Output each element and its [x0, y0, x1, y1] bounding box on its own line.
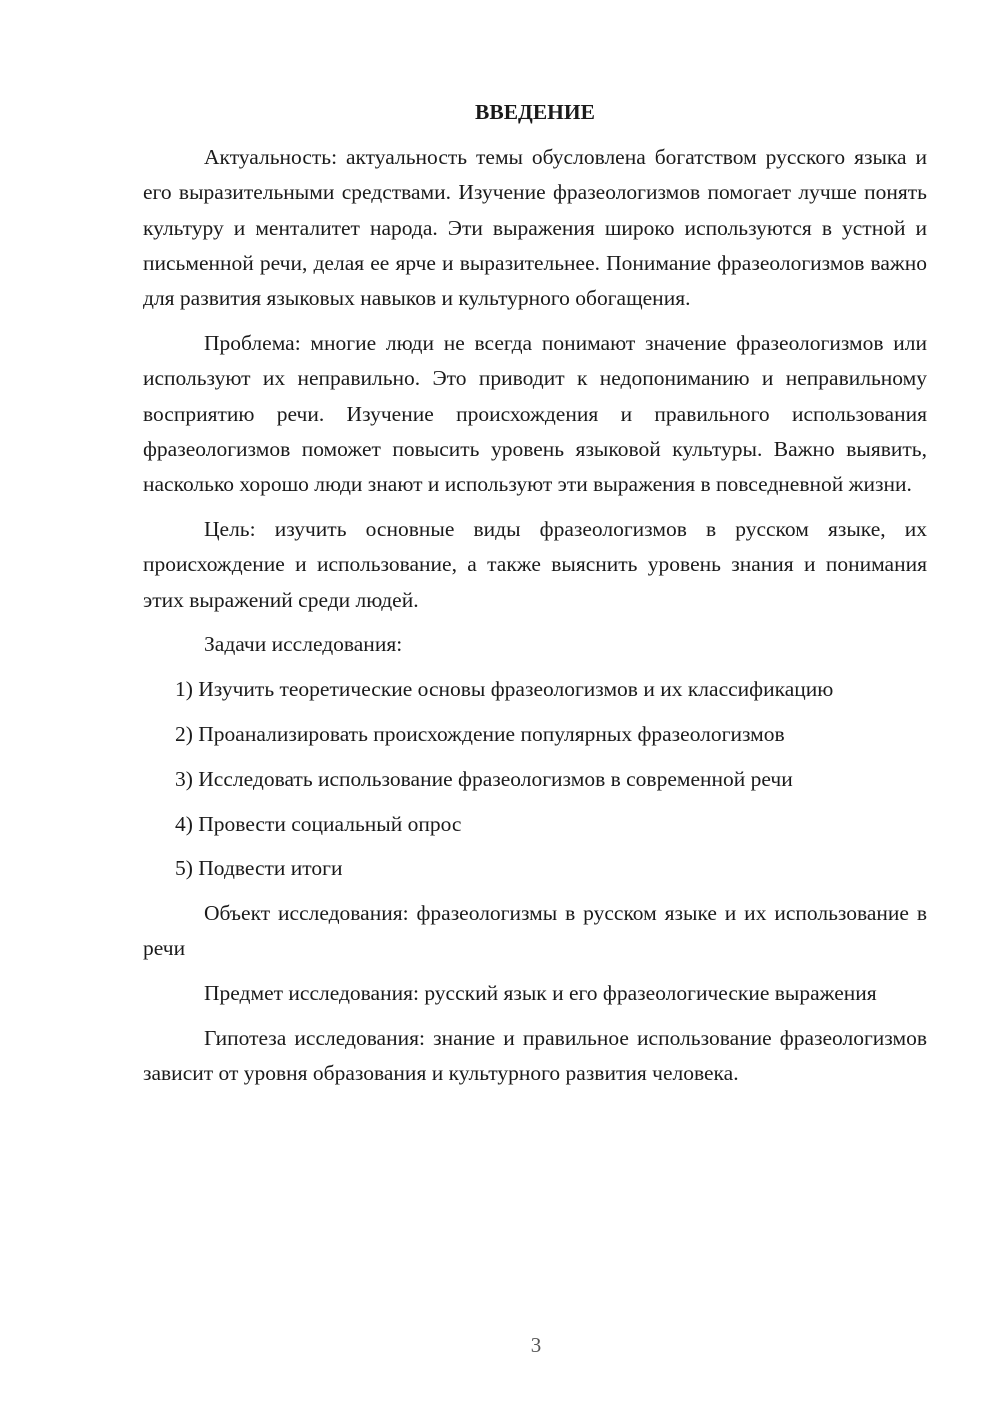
page-content — [143, 94, 927, 1101]
task-item: 4) Провести социальный опрос — [175, 811, 462, 836]
paragraph-actuality: Актуальность: актуальность темы обусловлена богатством русского языка и его выразительными средствами. Изучение фразеологизмов помогает лучше понять культуру и менталитет народа. Эти выражения широко используются в устной и письменной речи, делая ее ярче и выразительнее. Понимание фразеологизмов важно для развития языковых навыков и культурного обогащения. — [143, 145, 927, 311]
tasks-heading: Задачи исследования: — [204, 632, 403, 657]
paragraph-problem: Проблема: многие люди не всегда понимают значение фразеологизмов или используют их неправильно. Это приводит к недопониманию и неправильному восприятию речи. Изучение происхождения и правильного использования фразеологизмов поможет повысить уровень языковой культуры. Важно выявить, насколько хорошо люди знают и используют эти выражения в повседневной жизни. — [143, 330, 927, 497]
paragraph-hypothesis: Гипотеза исследования: знание и правильное использование фразеологизмов зависит от уровня образования и культурного развития человека. — [143, 1026, 927, 1086]
task-item: 3) Исследовать использование фразеологизмов в современной речи — [175, 766, 793, 791]
paragraph-subject: Предмет исследования: русский язык и его фразеологические выражения — [204, 981, 877, 1006]
page-number: 3 — [530, 1333, 542, 1357]
task-item: 5) Подвести итоги — [175, 856, 343, 881]
task-item: 1) Изучить теоретические основы фразеологизмов и их классификацию — [175, 677, 834, 702]
paragraph-goal: Цель: изучить основные виды фразеологизмов в русском языке, их происхождение и использование, а также выяснить уровень знания и понимания этих выражений среди людей. — [143, 516, 927, 612]
page-title: ВВЕДЕНИЕ — [475, 100, 595, 124]
paragraph-object: Объект исследования: фразеологизмы в русском языке и их использование в речи — [143, 901, 927, 961]
task-item: 2) Проанализировать происхождение популярных фразеологизмов — [175, 721, 785, 746]
